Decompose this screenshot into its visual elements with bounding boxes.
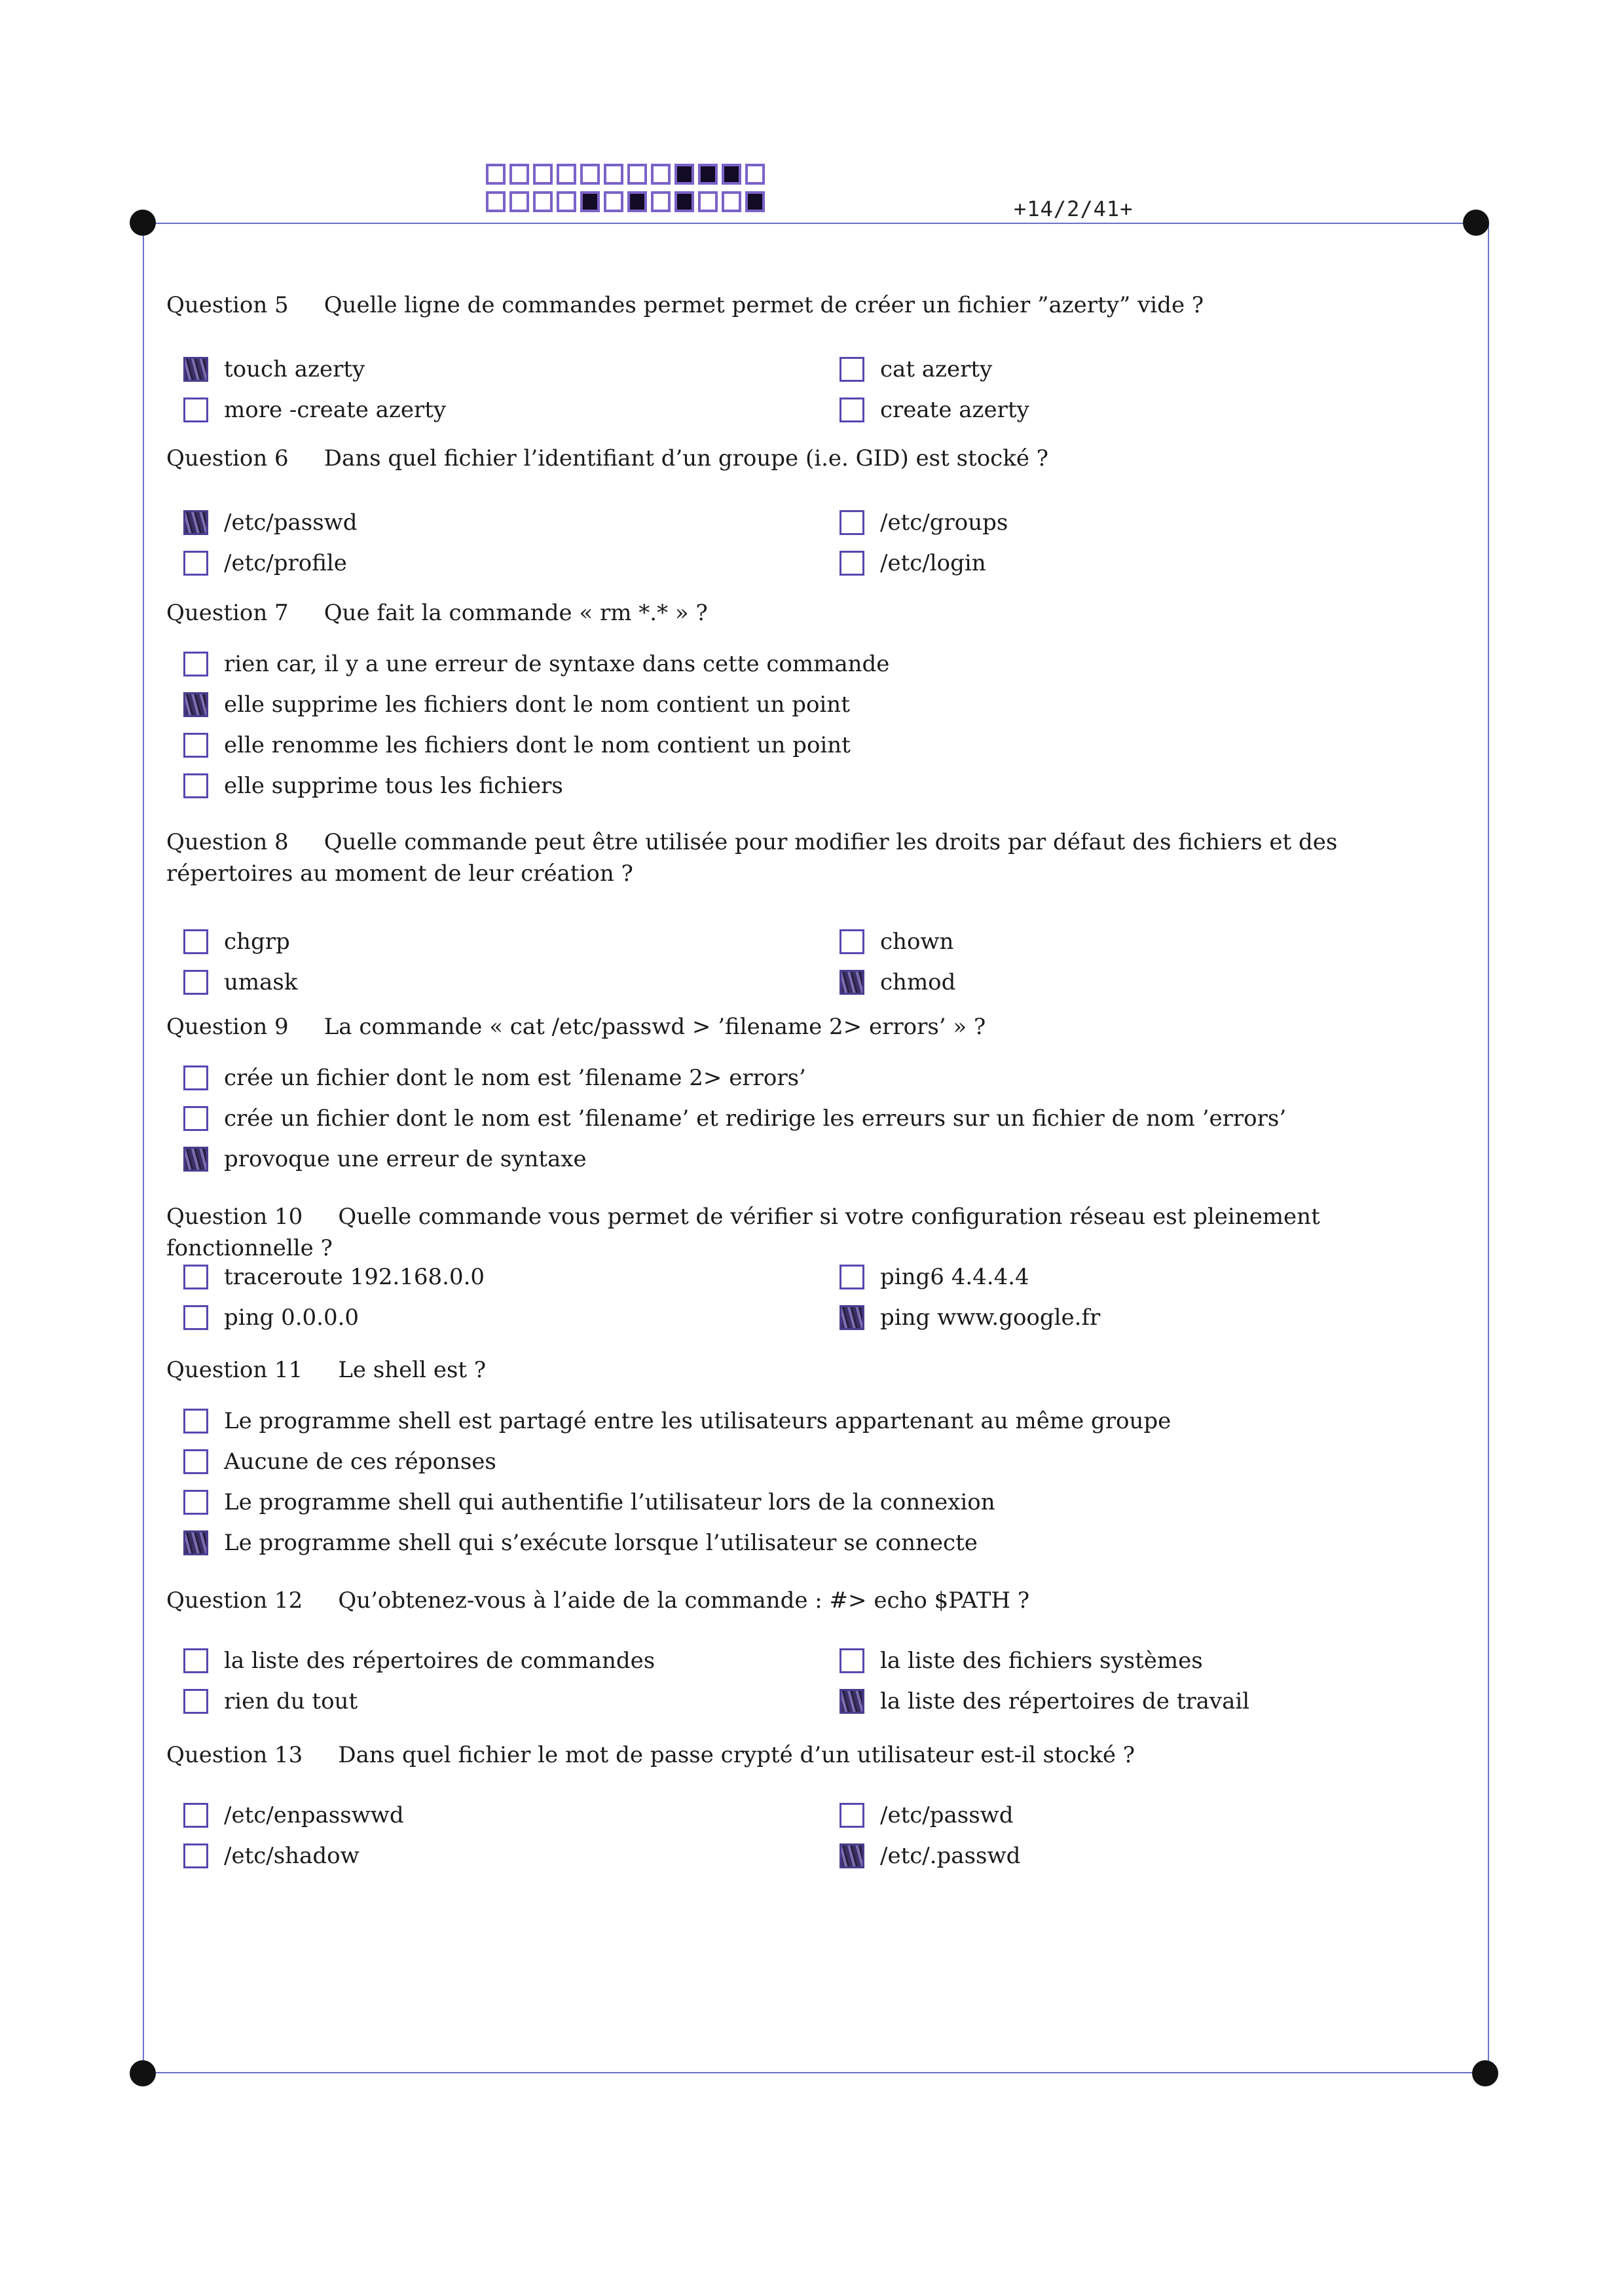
checkbox[interactable] — [183, 773, 208, 798]
answer-option[interactable] — [183, 648, 889, 680]
answer-option-label: Le programme shell qui s’exécute lorsque l’utilisateur se connecte — [224, 1530, 978, 1556]
answer-option[interactable] — [183, 1645, 655, 1676]
answer-option-label: chown — [880, 929, 954, 955]
checkbox[interactable] — [183, 1803, 208, 1828]
answer-option[interactable] — [840, 354, 992, 385]
answer-option-label: /etc/groups — [880, 509, 1008, 536]
question-label: Question 11 — [166, 1357, 303, 1383]
question-label: Question 12 — [166, 1587, 303, 1614]
checkbox-checked[interactable] — [183, 1530, 208, 1555]
code-cell — [745, 164, 765, 185]
question-text: Que fait la commande « rm *.* » ? — [323, 600, 708, 626]
code-cell — [722, 164, 741, 185]
checkbox[interactable] — [183, 1449, 208, 1474]
question-label: Question 6 — [166, 445, 289, 472]
answer-option-label: provoque une erreur de syntaxe — [224, 1146, 587, 1172]
answer-option[interactable] — [840, 394, 1029, 426]
answer-option-label: chmod — [880, 969, 956, 995]
checkbox[interactable] — [183, 733, 208, 758]
code-cell — [533, 191, 553, 212]
question-text: La commande « cat /etc/passwd > ’filename 2> errors’ » ? — [323, 1014, 986, 1040]
answer-option-label: la liste des répertoires de commandes — [224, 1648, 655, 1674]
answer-option[interactable] — [183, 1527, 978, 1559]
checkbox[interactable] — [840, 551, 864, 576]
answer-option[interactable] — [183, 354, 365, 385]
answer-option[interactable] — [183, 1446, 496, 1477]
checkbox[interactable] — [840, 1648, 864, 1673]
code-cell — [674, 164, 694, 185]
answer-option[interactable] — [183, 1103, 1286, 1134]
answer-option-label: la liste des fichiers systèmes — [880, 1648, 1203, 1674]
answer-option[interactable] — [183, 770, 563, 802]
checkbox[interactable] — [183, 1490, 208, 1515]
answer-option-label: chgrp — [224, 929, 290, 955]
answer-option[interactable] — [183, 1302, 359, 1333]
question-text: Quelle ligne de commandes permet permet de créer un fichier ”azerty” vide ? — [323, 292, 1204, 318]
question-label: Question 13 — [166, 1742, 303, 1768]
answer-option[interactable] — [840, 1800, 1014, 1831]
code-cell — [580, 191, 600, 212]
checkbox-checked[interactable] — [183, 692, 208, 717]
answer-option-label: Le programme shell est partagé entre les utilisateurs appartenant au même groupe — [224, 1408, 1172, 1434]
answer-option[interactable] — [183, 507, 358, 538]
answer-option-label: ping6 4.4.4.4 — [880, 1264, 1029, 1290]
checkbox[interactable] — [183, 652, 208, 676]
code-cell — [651, 164, 671, 185]
code-cell — [674, 191, 694, 212]
checkbox[interactable] — [183, 1265, 208, 1289]
question-text: Quelle commande vous permet de vérifier si votre configuration réseau est pleinement fonctionnelle ? — [166, 1204, 1320, 1261]
code-cell — [722, 191, 741, 212]
answer-option-label: touch azerty — [224, 356, 365, 382]
answer-option[interactable] — [183, 689, 850, 720]
code-cell — [698, 191, 718, 212]
answer-option[interactable] — [183, 1405, 1171, 1437]
code-cell — [509, 164, 529, 185]
checkbox[interactable] — [840, 510, 864, 535]
answer-option-label: crée un fichier dont le nom est ’filename’ et redirige les erreurs sur un fichier de nom ’errors’ — [224, 1105, 1287, 1132]
answer-option-label: rien du tout — [224, 1688, 358, 1714]
answer-option[interactable] — [840, 926, 953, 957]
checkbox[interactable] — [183, 551, 208, 576]
answer-option-label: /etc/profile — [224, 550, 347, 576]
answer-option-label: create azerty — [880, 397, 1029, 423]
code-cell — [745, 191, 765, 212]
corner-marker-top-right — [1463, 210, 1489, 236]
code-cell — [533, 164, 553, 185]
question — [166, 826, 1463, 889]
binary-code-row-2 — [486, 191, 769, 212]
checkbox[interactable] — [840, 929, 864, 954]
corner-marker-bottom-left — [130, 2060, 156, 2086]
checkbox[interactable] — [840, 398, 864, 422]
checkbox-checked[interactable] — [183, 1147, 208, 1172]
answer-option-label: /etc/passwd — [880, 1802, 1014, 1828]
answer-option-label: cat azerty — [880, 356, 993, 382]
question — [166, 1739, 1463, 1771]
question-label: Question 8 — [166, 829, 289, 855]
checkbox[interactable] — [183, 1065, 208, 1090]
answer-option-label: Aucune de ces réponses — [224, 1449, 496, 1475]
checkbox-checked[interactable] — [840, 1689, 864, 1714]
answer-option-label: ping 0.0.0.0 — [224, 1305, 360, 1331]
answer-option[interactable] — [183, 1840, 360, 1872]
code-cell — [604, 191, 623, 212]
answer-option-label: ping www.google.fr — [880, 1305, 1101, 1331]
checkbox[interactable] — [183, 970, 208, 995]
answer-option[interactable] — [183, 394, 446, 426]
question — [166, 1011, 1463, 1043]
answer-option-label: elle renomme les fichiers dont le nom contient un point — [224, 732, 851, 758]
answer-option-label: more -create azerty — [224, 397, 447, 423]
answer-option-label: /etc/.passwd — [880, 1843, 1021, 1869]
question — [166, 289, 1463, 321]
answer-option[interactable] — [183, 1261, 485, 1293]
question — [166, 443, 1463, 474]
checkbox[interactable] — [840, 1265, 864, 1289]
checkbox[interactable] — [183, 1648, 208, 1673]
question — [166, 597, 1463, 629]
answer-option-label: la liste des répertoires de travail — [880, 1688, 1250, 1714]
answer-option[interactable] — [183, 967, 297, 998]
answer-option-label: Le programme shell qui authentifie l’utilisateur lors de la connexion — [224, 1489, 995, 1515]
checkbox-checked[interactable] — [183, 357, 208, 382]
answer-option[interactable] — [183, 1686, 358, 1717]
answer-option[interactable] — [183, 730, 851, 761]
code-cell — [604, 164, 623, 185]
question-label: Question 7 — [166, 600, 289, 626]
question-label: Question 9 — [166, 1014, 289, 1040]
answer-option-label: /etc/enpasswwd — [224, 1802, 404, 1828]
answer-option[interactable] — [840, 1302, 1100, 1333]
question — [166, 1201, 1463, 1264]
question-text: Quelle commande peut être utilisée pour modifier les droits par défaut des fichiers et des répertoires au moment de leur création ? — [166, 829, 1338, 887]
code-cell — [509, 191, 529, 212]
corner-marker-top-left — [130, 210, 156, 236]
question-text: Qu’obtenez-vous à l’aide de la commande : #> echo $PATH ? — [338, 1587, 1030, 1614]
answer-option-label: /etc/shadow — [224, 1843, 360, 1869]
question-label: Question 5 — [166, 292, 289, 318]
checkbox-checked[interactable] — [840, 1305, 864, 1330]
binary-code-row-1 — [486, 164, 769, 185]
code-cell — [651, 191, 671, 212]
answer-option-label: elle supprime tous les fichiers — [224, 773, 563, 799]
answer-option[interactable] — [183, 1487, 995, 1518]
question — [166, 1354, 1463, 1386]
answer-option-label: crée un fichier dont le nom est ’filename 2> errors’ — [224, 1065, 806, 1091]
checkbox[interactable] — [183, 1106, 208, 1131]
checkbox[interactable] — [840, 357, 864, 382]
answer-option-label: rien car, il y a une erreur de syntaxe dans cette commande — [224, 651, 890, 677]
answer-option[interactable] — [183, 1800, 404, 1831]
corner-marker-bottom-right — [1472, 2060, 1498, 2086]
answer-option[interactable] — [840, 547, 986, 579]
answer-option[interactable] — [840, 967, 955, 998]
answer-option[interactable] — [840, 1840, 1020, 1872]
question-text: Dans quel fichier le mot de passe crypté d’un utilisateur est-il stocké ? — [338, 1742, 1135, 1768]
answer-option[interactable] — [183, 926, 290, 957]
answer-option[interactable] — [840, 1261, 1029, 1293]
checkbox-checked[interactable] — [840, 970, 864, 995]
code-cell — [486, 191, 506, 212]
code-cell — [557, 191, 576, 212]
question — [166, 1585, 1463, 1616]
answer-option[interactable] — [840, 1645, 1203, 1676]
question-text: Dans quel fichier l’identifiant d’un groupe (i.e. GID) est stocké ? — [323, 445, 1048, 472]
answer-option[interactable] — [183, 547, 347, 579]
answer-option[interactable] — [840, 1686, 1249, 1717]
checkbox[interactable] — [183, 398, 208, 422]
checkbox[interactable] — [183, 1305, 208, 1330]
answer-option-label: traceroute 192.168.0.0 — [224, 1264, 485, 1290]
checkbox[interactable] — [183, 1843, 208, 1868]
answer-option[interactable] — [840, 507, 1008, 538]
question-text: Le shell est ? — [338, 1357, 487, 1383]
checkbox[interactable] — [840, 1803, 864, 1828]
code-cell — [698, 164, 718, 185]
checkbox[interactable] — [183, 1689, 208, 1714]
code-cell — [627, 164, 647, 185]
answer-option-label: /etc/login — [880, 550, 986, 576]
code-cell — [557, 164, 576, 185]
checkbox[interactable] — [183, 929, 208, 954]
code-cell — [627, 191, 647, 212]
answer-option[interactable] — [183, 1143, 587, 1175]
code-cell — [580, 164, 600, 185]
checkbox-checked[interactable] — [840, 1843, 864, 1868]
answer-option-label: umask — [224, 969, 298, 995]
question-label: Question 10 — [166, 1204, 303, 1230]
code-cell — [486, 164, 506, 185]
answer-option[interactable] — [183, 1062, 806, 1094]
checkbox[interactable] — [183, 1409, 208, 1434]
answer-option-label: elle supprime les fichiers dont le nom contient un point — [224, 692, 850, 718]
answer-option-label: /etc/passwd — [224, 509, 358, 536]
checkbox-checked[interactable] — [183, 510, 208, 535]
sheet-id: +14/2/41+ — [1014, 196, 1134, 221]
